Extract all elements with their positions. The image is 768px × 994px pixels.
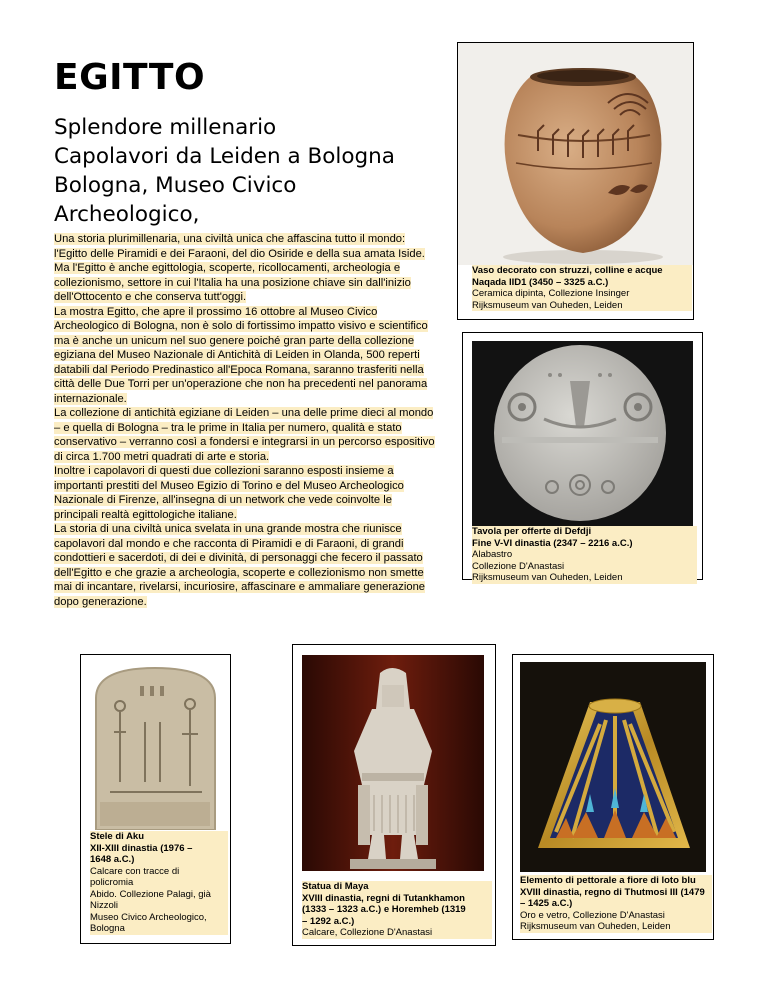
- caption-material: Calcare con tracce di: [90, 865, 180, 877]
- caption-material: Alabastro: [472, 549, 513, 560]
- stele-image: [90, 662, 221, 830]
- body-line: capolavori dal mondo e che racconta di Piramidi e di Faraoni, di grandi: [54, 537, 404, 550]
- body-line: La mostra Egitto, che apre il prossimo 16 ottobre al Museo Civico: [54, 305, 378, 318]
- caption-museum: Bologna: [90, 923, 125, 934]
- caption-museum: Rijksmuseum van Ouheden, Leiden: [472, 572, 623, 583]
- caption-material: Ceramica dipinta, Collezione Insinger: [472, 288, 630, 299]
- caption-title: Vaso decorato con struzzi, colline e acque: [472, 265, 663, 276]
- caption-date: XII-XIII dinastia (1976 –: [90, 842, 193, 854]
- caption-collection: Abido. Collezione Palagi, già: [90, 888, 211, 900]
- pectoral-image: [520, 662, 706, 872]
- figure-pectoral: [512, 654, 714, 940]
- body-line: principali realtà egittologiche italiane.: [54, 508, 237, 521]
- body-line: dell'Ottocento e che conserva tutt'oggi.: [54, 291, 247, 303]
- body-line: Inoltre i capolavori di questi due collezioni saranno esposti insieme a: [54, 465, 394, 477]
- stele-photo: [90, 662, 221, 830]
- caption-date: XVIII dinastia, regno di Thutmosi III (1479: [520, 886, 705, 898]
- vase-caption: [472, 265, 692, 311]
- body-line: – e quella di Bologna – tra le prime in Italia per numero, qualità e stato: [54, 421, 402, 434]
- body-line: collezionismo, settore in cui l'Italia ha una posizione chiave sin dall'inizio: [54, 276, 411, 289]
- page-title: EGITTO: [54, 57, 206, 98]
- caption-museum: Rijksmuseum van Ouheden, Leiden: [472, 299, 623, 311]
- body-line: Nazionale di Firenze, all'insegna di un network che vede coinvolte le: [54, 494, 392, 506]
- caption-date: Naqada IID1 (3450 – 3325 a.C.): [472, 276, 609, 288]
- body-line: databili dal Periodo Predinastico all'Epoca Romana, saranno trasferiti nella: [54, 363, 424, 376]
- page-subtitle: [54, 113, 434, 229]
- pectoral-caption: [520, 875, 712, 933]
- vase-image: [458, 43, 693, 265]
- caption-date: Fine V-VI dinastia (2347 – 2216 a.C.): [472, 537, 633, 549]
- caption-material: Calcare, Collezione D'Anastasi: [302, 927, 433, 938]
- body-line: ma è anche un unicum nel suo genere poiché gran parte della collezione: [54, 334, 415, 347]
- caption-material: Oro e vetro, Collezione D'Anastasi: [520, 909, 665, 921]
- caption-title: Stele di Aku: [90, 831, 145, 842]
- body-line: La storia di una civiltà unica svelata in una grande mostra che riunisce: [54, 523, 402, 535]
- subtitle-line: Splendore millenario: [54, 115, 277, 140]
- body-line: conservativo – verranno così a fondersi e integrarsi in un percorso espositivo: [54, 436, 435, 448]
- caption-collection: Nizzoli: [90, 900, 118, 911]
- subtitle-line: Archeologico,: [54, 202, 200, 227]
- statue-caption: [302, 881, 492, 939]
- figure-vase: [457, 42, 694, 320]
- vase-photo: [458, 43, 693, 265]
- body-line: La collezione di antichità egiziane di Leiden – una delle prime dieci al mondo: [54, 407, 434, 419]
- body-line: città delle Due Torri per un'operazione che non ha precedenti nel panorama: [54, 378, 428, 390]
- caption-title: Elemento di pettorale a fiore di loto blu: [520, 875, 696, 886]
- body-line: di circa 1.700 metri quadrati di arte e storia.: [54, 450, 270, 463]
- article-body: [54, 232, 454, 609]
- caption-date: (1333 – 1323 a.C.) e Horemheb (1319: [302, 904, 466, 915]
- pectoral-photo: [520, 662, 706, 872]
- caption-museum: Rijksmuseum van Ouheden, Leiden: [520, 921, 671, 932]
- body-line: l'Egitto delle Piramidi e dei Faraoni, del dio Osiride e della sua amata Iside.: [54, 247, 425, 260]
- body-line: condottieri e sacerdoti, di dei e divinità, di personaggi che fecero il passato: [54, 552, 423, 564]
- body-line: mai di incantare, rivelarsi, incuriosire, affascinare e ammaliare generazione: [54, 581, 426, 593]
- body-line: Una storia plurimillenaria, una civiltà unica che affascina tutto il mondo:: [54, 233, 406, 245]
- caption-date: XVIII dinastia, regni di Tutankhamon: [302, 892, 465, 904]
- figure-stele: [80, 654, 231, 944]
- body-line: egiziana del Museo Nazionale di Antichità di Leiden in Olanda, 500 reperti: [54, 349, 420, 361]
- caption-title: Statua di Maya: [302, 881, 369, 892]
- tablet-image: [472, 341, 693, 526]
- subtitle-line: Bologna, Museo Civico: [54, 173, 297, 198]
- caption-date: 1648 a.C.): [90, 854, 135, 865]
- statue-image: [302, 655, 484, 871]
- body-line: dopo generazione.: [54, 595, 147, 608]
- stele-caption: [90, 831, 228, 935]
- caption-material: policromia: [90, 877, 134, 888]
- tablet-photo: [472, 341, 693, 526]
- figure-tablet: [462, 332, 703, 583]
- caption-date: – 1425 a.C.): [520, 898, 573, 909]
- body-line: internazionale.: [54, 392, 127, 405]
- body-line: dell'Egitto e che grazie a archeologia, scoperte e collezionismo non smette: [54, 566, 424, 579]
- subtitle-line: Capolavori da Leiden a Bologna: [54, 144, 395, 169]
- figure-statue: [292, 644, 496, 946]
- body-line: importanti prestiti del Museo Egizio di Torino e del Museo Archeologico: [54, 479, 404, 492]
- body-line: Ma l'Egitto è anche egittologia, scoperte, ricollocamenti, archeologia e: [54, 262, 401, 274]
- caption-date: – 1292 a.C.): [302, 915, 355, 927]
- statue-photo: [302, 655, 484, 871]
- caption-collection: Collezione D'Anastasi: [472, 560, 565, 572]
- tablet-caption: [472, 526, 697, 584]
- caption-title: Tavola per offerte di Defdji: [472, 526, 592, 537]
- caption-museum: Museo Civico Archeologico,: [90, 911, 207, 923]
- body-line: Archeologico di Bologna, non è solo di fortissimo impatto visivo e scientifico: [54, 320, 428, 332]
